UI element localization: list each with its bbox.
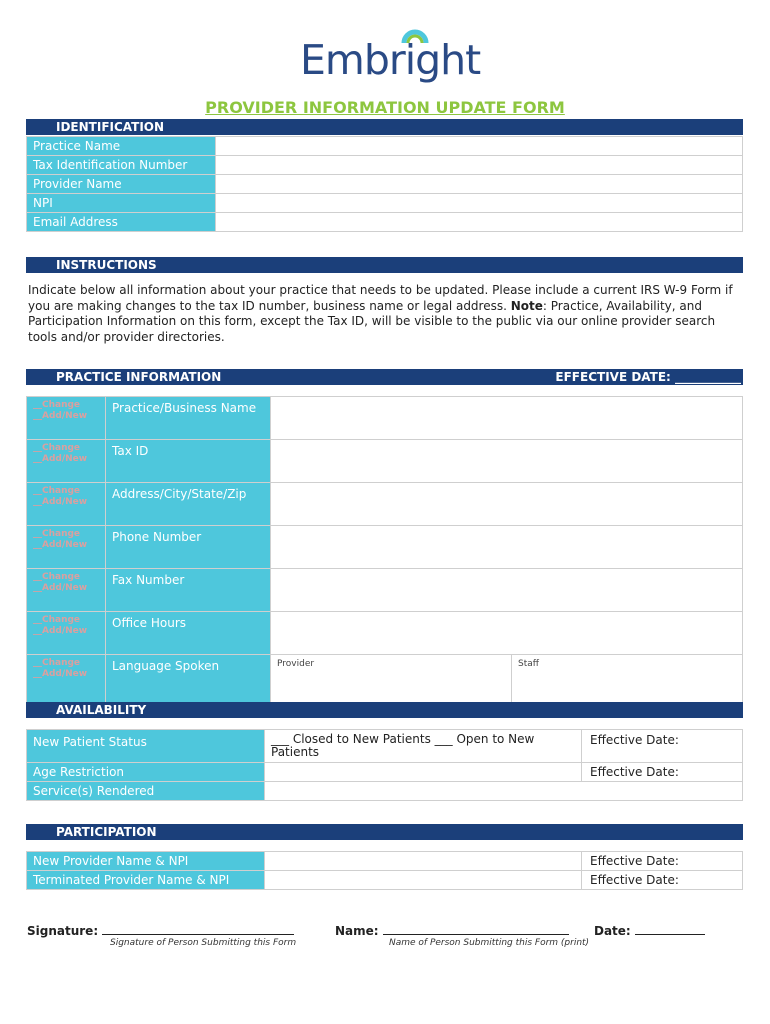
tax-id-number-label: Tax Identification Number [27, 156, 216, 175]
new-provider-effective-date[interactable]: Effective Date: [582, 852, 743, 871]
provider-name-field[interactable] [216, 175, 743, 194]
office-hours-field[interactable] [271, 612, 743, 655]
signature-sublabel: Signature of Person Submitting this Form [110, 938, 297, 948]
effective-date-heading: EFFECTIVE DATE: ___________ [555, 370, 741, 384]
npi-label: NPI [27, 194, 216, 213]
name-row [335, 922, 569, 938]
instructions-header [26, 257, 743, 273]
office-hours-label: Office Hours [106, 612, 271, 655]
identification-header [26, 119, 743, 135]
practice-info-table [26, 396, 743, 703]
note-label: Note [510, 298, 543, 313]
date-row [594, 922, 705, 938]
instructions-body: Indicate below all information about your practice that needs to be updated. Please include a current IRS W-9 Form if you are making changes to the tax ID number, business name or legal address. [28, 283, 733, 313]
change-add-option[interactable]: __Change __Add/New [27, 655, 106, 703]
change-add-option[interactable]: __Change __Add/New [27, 569, 106, 612]
age-restriction-label: Age Restriction [27, 763, 265, 782]
participation-heading: PARTICIPATION [56, 825, 157, 839]
practice-info-header [26, 369, 743, 385]
name-sublabel: Name of Person Submitting this Form (print) [389, 938, 590, 948]
logo-text: Embright [300, 36, 481, 84]
instructions-note: : Practice, Availability, and Participation Information on this form, except the Tax ID, will be visible to the public via our online provider search tools and/or provider directories. [28, 298, 716, 344]
signature-row [27, 922, 294, 938]
tax-id-number-field[interactable] [216, 156, 743, 175]
participation-header [26, 824, 743, 840]
change-add-option[interactable]: __Change __Add/New [27, 612, 106, 655]
identification-heading: IDENTIFICATION [56, 120, 165, 134]
terminated-provider-field[interactable] [265, 871, 582, 890]
participation-table [26, 851, 743, 890]
availability-heading: AVAILABILITY [56, 703, 147, 717]
phone-number-label: Phone Number [106, 526, 271, 569]
new-patient-effective-date[interactable]: Effective Date: [582, 730, 743, 763]
practice-name-field[interactable] [216, 137, 743, 156]
phone-number-field[interactable] [271, 526, 743, 569]
change-add-option[interactable]: __Change __Add/New [27, 526, 106, 569]
provider-name-label: Provider Name [27, 175, 216, 194]
terminated-provider-label: Terminated Provider Name & NPI [27, 871, 265, 890]
name-line[interactable] [383, 922, 569, 935]
identification-table [26, 136, 743, 232]
language-spoken-label: Language Spoken [106, 655, 271, 703]
form-title: PROVIDER INFORMATION UPDATE FORM [205, 98, 565, 117]
embright-logo [300, 26, 480, 88]
address-label: Address/City/State/Zip [106, 483, 271, 526]
instructions-heading: INSTRUCTIONS [56, 258, 157, 272]
practice-business-name-label: Practice/Business Name [106, 397, 271, 440]
change-add-option[interactable]: __Change __Add/New [27, 440, 106, 483]
npi-field[interactable] [216, 194, 743, 213]
change-add-option[interactable]: __Change __Add/New [27, 397, 106, 440]
terminated-provider-effective-date[interactable]: Effective Date: [582, 871, 743, 890]
services-rendered-field[interactable] [265, 782, 743, 801]
change-add-option[interactable]: __Change __Add/New [27, 483, 106, 526]
fax-number-field[interactable] [271, 569, 743, 612]
age-restriction-effective-date[interactable]: Effective Date: [582, 763, 743, 782]
signature-label: Signature: [27, 924, 99, 938]
services-rendered-label: Service(s) Rendered [27, 782, 265, 801]
language-staff-field[interactable]: Staff [512, 655, 743, 703]
email-address-field[interactable] [216, 213, 743, 232]
new-patient-status-label: New Patient Status [27, 730, 265, 763]
availability-header [26, 702, 743, 718]
availability-table [26, 729, 743, 801]
name-label: Name: [335, 924, 379, 938]
address-field[interactable] [271, 483, 743, 526]
fax-number-label: Fax Number [106, 569, 271, 612]
new-patient-status-options[interactable]: ___ Closed to New Patients ___ Open to New Patients [265, 730, 582, 763]
tax-id-field[interactable] [271, 440, 743, 483]
practice-business-name-field[interactable] [271, 397, 743, 440]
practice-name-label: Practice Name [27, 137, 216, 156]
instructions-text [28, 283, 738, 345]
new-provider-field[interactable] [265, 852, 582, 871]
date-line[interactable] [635, 922, 705, 935]
age-restriction-field[interactable] [265, 763, 582, 782]
signature-line[interactable] [102, 922, 294, 935]
language-provider-field[interactable]: Provider [271, 655, 512, 703]
tax-id-label: Tax ID [106, 440, 271, 483]
new-provider-label: New Provider Name & NPI [27, 852, 265, 871]
practice-info-heading: PRACTICE INFORMATION [56, 370, 222, 384]
date-label: Date: [594, 924, 631, 938]
email-address-label: Email Address [27, 213, 216, 232]
